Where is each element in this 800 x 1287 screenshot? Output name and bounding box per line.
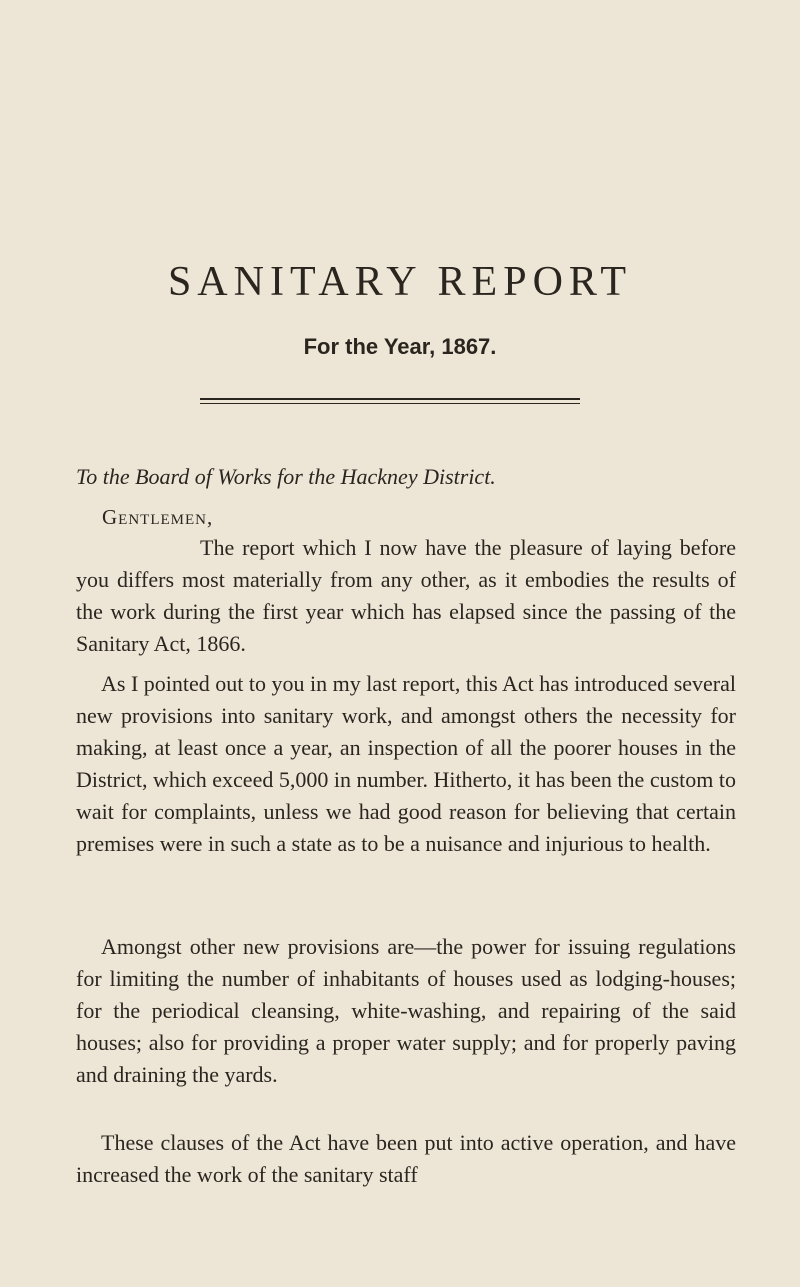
paragraph-4: These clauses of the Act have been put into active operation, and have increased the work of the sanitary staff — [76, 1130, 736, 1187]
double-rule-divider — [200, 398, 580, 408]
letter-salutation: Gentlemen, — [102, 505, 214, 529]
letter-address: To the Board of Works for the Hackney District. — [76, 464, 496, 489]
report-subtitle: For the Year, 1867. — [303, 334, 497, 359]
paragraph-2: As I pointed out to you in my last report, this Act has introduced several new provisions into sanitary work, and amongst others the necessity for making, at least once a year, an inspection of all the poorer houses in the District, which exceed 5,000 in number. Hitherto, it has been the custom to wait for complaints, unless we had good reason for believing that certain premises were in such a state as to be a nuisance and injurious to health. — [76, 671, 736, 856]
paragraph-1: The report which I now have the pleasure of laying before you differs most materially from any other, as it embodies the results of the work during the first year which has elapsed since the passing of the Sanitary Act, 1866. — [76, 535, 736, 656]
paragraph-3: Amongst other new provisions are—the power for issuing regulations for limiting the number of inhabitants of houses used as lodging-houses; for the periodical cleansing, white-washing, and repairing of the said houses; also for providing a proper water supply; and for properly paving and draining the yards. — [76, 934, 736, 1087]
report-title: SANITARY REPORT — [167, 259, 633, 305]
